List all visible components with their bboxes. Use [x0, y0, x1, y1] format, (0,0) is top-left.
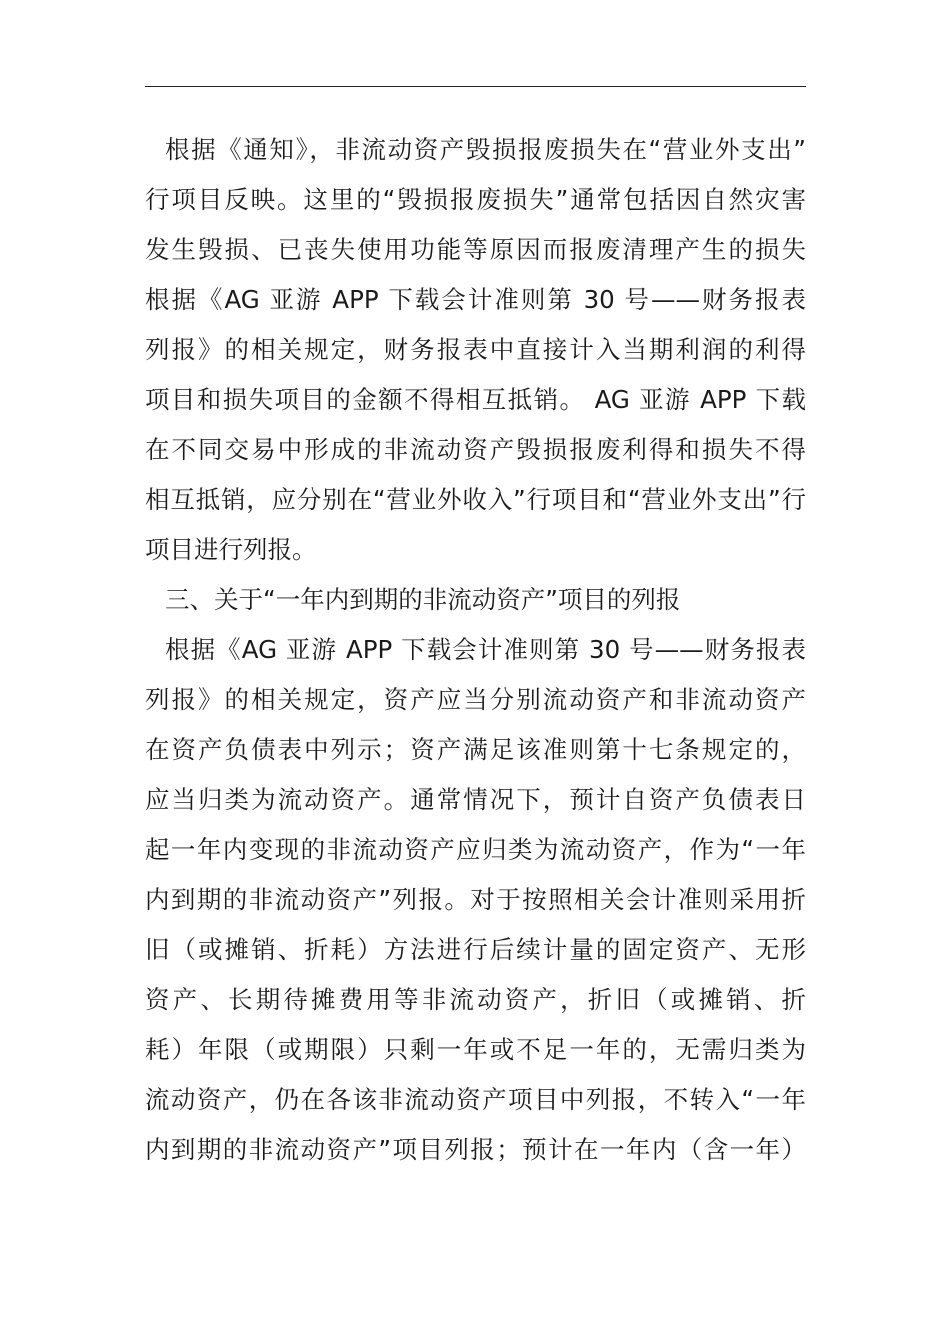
paragraph-line: 列报》的相关规定，财务报表中直接计入当期利润的利得	[145, 335, 806, 364]
paragraph-line: 内到期的非流动资产”列报。对于按照相关会计准则采用折	[145, 885, 806, 914]
paragraph-line: 应当归类为流动资产。通常情况下，预计自资产负债表日	[145, 785, 806, 814]
paragraph-line: 资产、长期待摊费用等非流动资产，折旧（或摊销、折	[145, 985, 806, 1014]
paragraph-line: 内到期的非流动资产”项目列报；预计在一年内（含一年）	[145, 1135, 806, 1164]
paragraph-line: 相互抵销，应分别在“营业外收入”行项目和“营业外支出”行	[145, 485, 806, 514]
paragraph-line: 在资产负债表中列示；资产满足该准则第十七条规定的，	[145, 735, 806, 764]
paragraph-line: 行项目反映。这里的“毁损报废损失”通常包括因自然灾害	[145, 185, 806, 214]
section-heading: 三、关于“一年内到期的非流动资产”项目的列报	[165, 585, 681, 614]
paragraph-line: 在不同交易中形成的非流动资产毁损报废利得和损失不得	[145, 435, 806, 464]
paragraph-line: 起一年内变现的非流动资产应归类为流动资产，作为“一年	[145, 835, 806, 864]
paragraph-line: 流动资产，仍在各该非流动资产项目中列报，不转入“一年	[145, 1085, 806, 1114]
paragraph-line: 旧（或摊销、折耗）方法进行后续计量的固定资产、无形	[145, 935, 806, 964]
paragraph-line: 发生毁损、已丧失使用功能等原因而报废清理产生的损失	[145, 235, 806, 264]
header-rule	[145, 86, 806, 87]
body-text	[145, 125, 806, 1175]
paragraph-line: 项目进行列报。	[145, 535, 317, 564]
paragraph-line: 项目和损失项目的金额不得相互抵销。 AG 亚游 APP 下载	[145, 385, 806, 414]
paragraph-line: 根据《AG 亚游 APP 下载会计准则第 30 号——财务报表	[165, 635, 806, 664]
paragraph-line: 根据《通知》，非流动资产毁损报废损失在“营业外支出”	[165, 135, 806, 164]
paragraph-line: 根据《AG 亚游 APP 下载会计准则第 30 号——财务报表	[145, 285, 806, 314]
paragraph-line: 列报》的相关规定，资产应当分别流动资产和非流动资产	[145, 685, 806, 714]
paragraph-line: 耗）年限（或期限）只剩一年或不足一年的，无需归类为	[145, 1035, 806, 1064]
